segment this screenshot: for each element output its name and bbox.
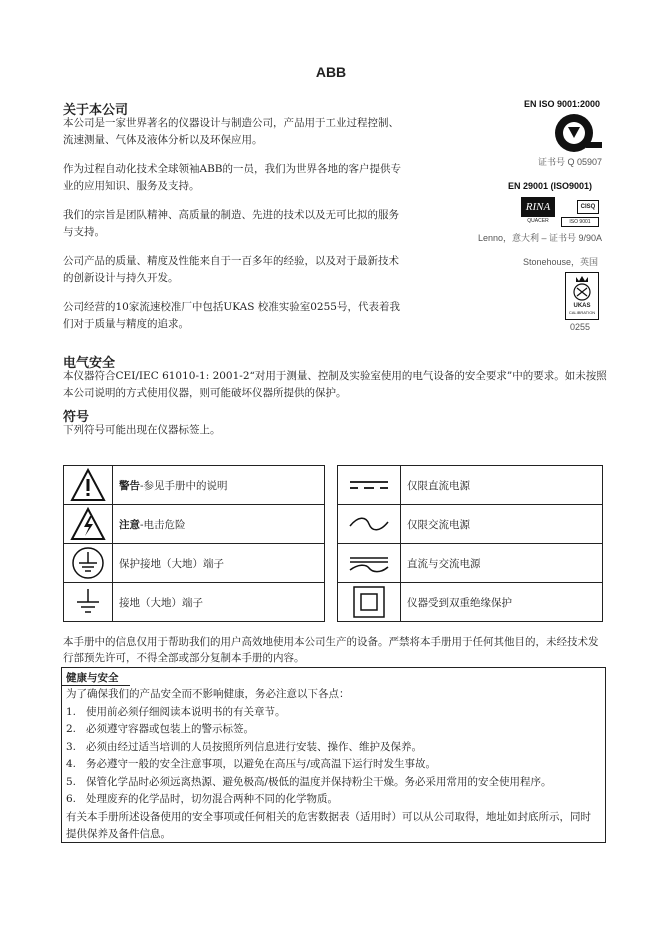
symbol-row	[338, 505, 603, 544]
list-number: 5.	[66, 775, 77, 788]
manual-notice: 本手册中的信息仅用于帮助我们的用户高效地使用本公司生产的设备。严禁将本手册用于任何其他目的，未经技术发行部预先许可，不得全部或部分复制本手册的内容。	[63, 636, 599, 664]
lenno-certificate	[440, 231, 602, 244]
health-safety-footer: 有关本手册所述设备使用的安全事项或任何相关的危害数据表（适用时）可以从公司取得，地址如封底所示，同时提供保养及备件信息。	[66, 810, 591, 840]
about-paragraph: 本公司是一家世界著名的仪器设计与制造公司，产品用于工业过程控制、流速测量、气体及液体分析以及环保应用。	[63, 117, 399, 146]
symbol-row	[64, 583, 325, 622]
symbols-table-right	[337, 465, 603, 622]
ac-only-icon	[338, 505, 401, 544]
list-item	[66, 704, 601, 722]
ukas-text: UKAS	[573, 303, 591, 309]
electrical-title: 电气安全	[63, 355, 116, 370]
list-number: 6.	[66, 793, 77, 805]
electric-shock-icon	[64, 505, 113, 544]
symbol-label: 接地（大地）端子	[113, 583, 325, 622]
list-item	[66, 756, 601, 774]
list-number: 1.	[66, 705, 77, 718]
symbols-intro: 下列符号可能出现在仪器标签上。	[63, 424, 221, 436]
health-safety-box	[61, 667, 606, 843]
warning-icon	[64, 466, 113, 505]
health-safety-title: 健康与安全	[62, 668, 130, 686]
certificate-number: 证书号 Q 05907	[537, 157, 602, 167]
about-paragraph: 公司经营的10家流速校准厂中包括UKAS 校准实验室0255号，代表着我们对于质量与精度的追求。	[63, 301, 400, 330]
brand-title: ABB	[315, 64, 347, 80]
electrical-text: 本仪器符合CEI/IEC 61010-1: 2001-2“对用于测量、控制及实验室使用的电气设备的安全要求”中的要求。如未按照本公司说明的方式使用仪器，则可能破坏仪器所提供的保护。	[63, 370, 607, 399]
list-item	[66, 791, 601, 809]
symbol-label	[113, 505, 325, 544]
health-safety-body	[62, 686, 605, 844]
list-number: 3.	[66, 740, 77, 753]
symbol-row	[64, 544, 325, 583]
list-text: 必须由经过适当培训的人员按照所列信息进行安装、操作、维护及保养。	[86, 740, 422, 753]
lenno-certificate-text: Lenno，意大利 – 证书号 9/90A	[477, 233, 602, 243]
list-text: 必须遵守容器或包装上的警示标签。	[86, 723, 254, 735]
dc-only-icon	[338, 466, 401, 505]
symbol-row	[64, 505, 325, 544]
iso9001-label: EN ISO 9001:2000	[523, 99, 600, 109]
symbol-label-bold: 注意	[119, 518, 140, 531]
ac-dc-icon	[338, 544, 401, 583]
symbol-label-bold: 警告	[119, 479, 140, 492]
list-number: 2.	[66, 723, 77, 735]
list-text: 保管化学品时必须远离热源、避免极高/极低的温度并保持粉尘干燥。务必采用常用的安全使用程序。	[86, 775, 552, 788]
list-text: 使用前必须仔细阅读本说明书的有关章节。	[86, 705, 286, 718]
cisq-mark: CISQ	[577, 200, 599, 214]
list-item	[66, 721, 601, 739]
symbol-row	[64, 466, 325, 505]
about-paragraph: 我们的宗旨是团队精神、高质量的制造、先进的技术以及无可比拟的服务与支持。	[63, 209, 399, 238]
symbol-label: 仅限交流电源	[401, 505, 603, 544]
symbol-label: 直流与交流电源	[401, 544, 603, 583]
list-item	[66, 774, 601, 792]
list-text: 务必遵守一般的安全注意事项，以避免在高压与/或高温下运行时发生事故。	[86, 758, 437, 770]
rina-mark: RINA	[521, 197, 555, 217]
symbol-row	[338, 466, 603, 505]
ukas-logo	[565, 272, 599, 320]
double-insulation-icon	[338, 583, 401, 622]
symbol-label-text: -参见手册中的说明	[140, 479, 228, 492]
about-title: 关于本公司	[63, 102, 129, 117]
list-item	[66, 739, 601, 757]
earth-ground-icon	[64, 583, 113, 622]
symbol-label: 仪器受到双重绝缘保护	[401, 583, 603, 622]
quacer-mark: QUACER	[527, 218, 549, 224]
health-safety-intro: 为了确保我们的产品安全而不影响健康，务必注意以下各点：	[66, 688, 350, 700]
about-text	[63, 115, 403, 345]
symbol-label	[113, 466, 325, 505]
list-number: 4.	[66, 758, 77, 770]
iso9001-mark: ISO 9001	[561, 217, 599, 227]
symbols-title: 符号	[63, 409, 90, 424]
about-paragraph: 公司产品的质量、精度及性能来自于一百多年的经验，以及对于最新技术的创新设计与持久开发。	[63, 255, 399, 284]
stonehouse-label: Stonehouse，英国	[522, 257, 598, 267]
list-text: 处理废弃的化学品时，切勿混合两种不同的化学物质。	[86, 793, 338, 805]
ukas-number: 0255	[569, 322, 591, 332]
about-paragraph: 作为过程自动化技术全球领袖ABB的一员，我们为世界各地的客户提供专业的应用知识、服务及支持。	[63, 163, 402, 192]
symbol-label: 仅限直流电源	[401, 466, 603, 505]
bsi-registered-logo	[553, 112, 603, 154]
symbol-label: 保护接地（大地）端子	[113, 544, 325, 583]
health-safety-list	[66, 704, 601, 809]
rina-cisq-logo	[521, 197, 599, 227]
symbol-label-text: -电击危险	[140, 518, 186, 531]
protective-earth-icon	[64, 544, 113, 583]
symbols-table-left	[63, 465, 325, 622]
en29001-label: EN 29001 (ISO9001)	[507, 181, 592, 191]
symbol-row	[338, 583, 603, 622]
ukas-subtext: CALIBRATION	[568, 310, 596, 315]
symbol-row	[338, 544, 603, 583]
